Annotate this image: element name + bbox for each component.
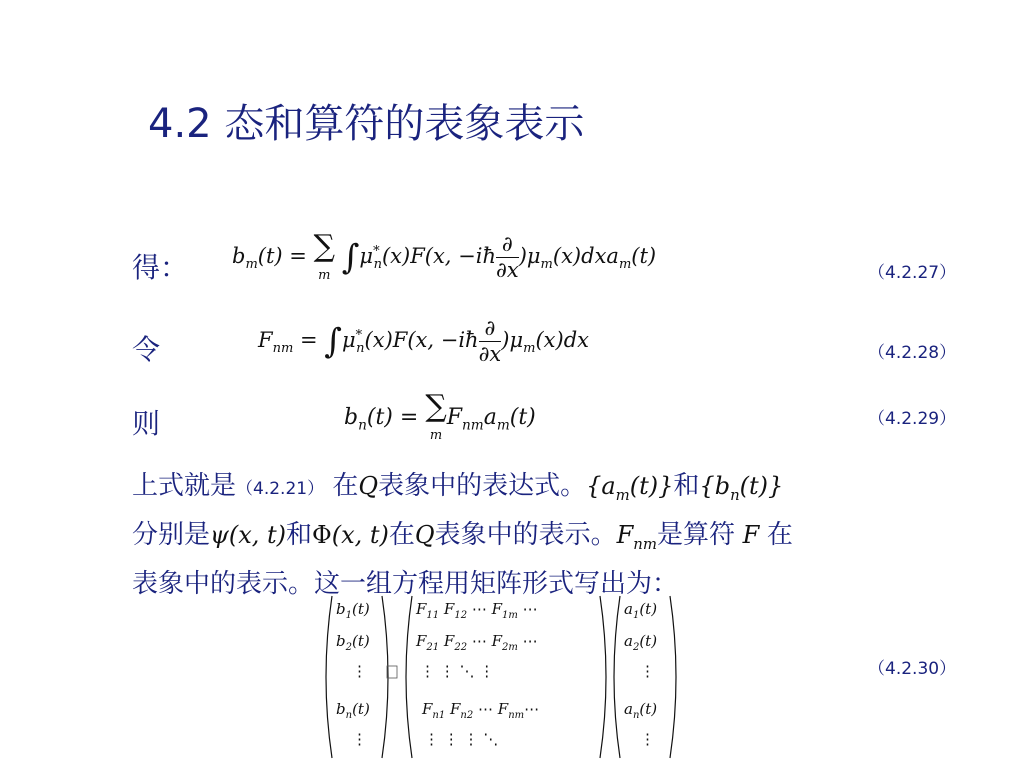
label-ling: 令 — [132, 333, 161, 366]
svg-text:⋮: ⋮ — [352, 730, 367, 748]
eq-number-28: （4.2.28） — [868, 343, 957, 363]
page-title: 4.2 态和算符的表象表示 — [148, 101, 585, 147]
svg-text:⋮: ⋮ — [352, 662, 367, 680]
svg-text:⋮ ⋮ ⋱ ⋮: ⋮ ⋮ ⋱ ⋮ — [420, 662, 495, 680]
svg-text:a2(t): $a_2(t)$ — [624, 632, 658, 653]
svg-text:F21 F22 ⋯ F2m ⋯: $F_{21}$ $F_{22}$ ⋯ $F_{2m}$ ⋯ — [416, 632, 538, 653]
equation-4-2-28: $F_{nm} = \int\mu^*_n(x)F(x$, −iħ $\frac{\partial}{\partial x}$ )$\mu_m(x)dx$ — [258, 316, 589, 366]
matrix-equation-4-2-30 — [318, 592, 688, 762]
equation-4-2-29: $b_n(t)$ = ∑ $mF_{nm}a_m(t)$ — [344, 389, 536, 443]
label-de: 得： — [132, 251, 189, 284]
label-ze: 则 — [132, 407, 161, 440]
svg-text:⋮: ⋮ — [640, 730, 655, 748]
svg-text:b2(t): $b_2(t)$ — [336, 632, 370, 653]
svg-text:a1(t): $a_1(t)$ — [624, 600, 658, 621]
eq-number-30: （4.2.30） — [868, 659, 957, 679]
svg-text:F11 F12 ⋯ F1m ⋯: $F_{11}$ $F_{12}$ ⋯ $F_{1m}$ ⋯ — [416, 600, 538, 621]
svg-text:b1(t): $b_1(t)$ — [336, 600, 370, 621]
svg-text:Fn1 Fn2 ⋯ Fnm⋯: $F_{n1}$ $F_{n2}$ ⋯ $F_{nm}\cdots$ — [422, 700, 540, 721]
svg-text:an(t): $a_n(t)$ — [624, 700, 658, 721]
paragraph-line-1: 上式就是（4.2.21） 在Q表象中的表达式。$\{a_m(t)\}$和$\{b_n(t)\}$ — [132, 471, 784, 504]
svg-text:⋮ ⋮ ⋮ ⋱: ⋮ ⋮ ⋮ ⋱ — [424, 730, 499, 748]
paragraph-line-3: 表象中的表示。这一组方程用矩阵形式写出为： — [132, 568, 679, 599]
paragraph — [132, 466, 972, 604]
svg-text:⋮: ⋮ — [640, 662, 655, 680]
eq-number-27: （4.2.27） — [868, 263, 957, 283]
paragraph-line-2: 分别是ψ(x, t)和Φ(x, t)在Q表象中的表示。$F_{nm}$是算符 F 在 — [132, 519, 793, 553]
svg-text:bn(t): $b_n(t)$ — [336, 700, 370, 721]
eq-number-29: （4.2.29） — [868, 409, 957, 429]
equation-4-2-27: $b_m(t)$ = ∑ m $\int\mu^*_n(x)F(x$, −iħ $\frac{\partial}{\partial x}$ )$\mu_m(x)dxa_m(t)$ — [232, 229, 657, 283]
